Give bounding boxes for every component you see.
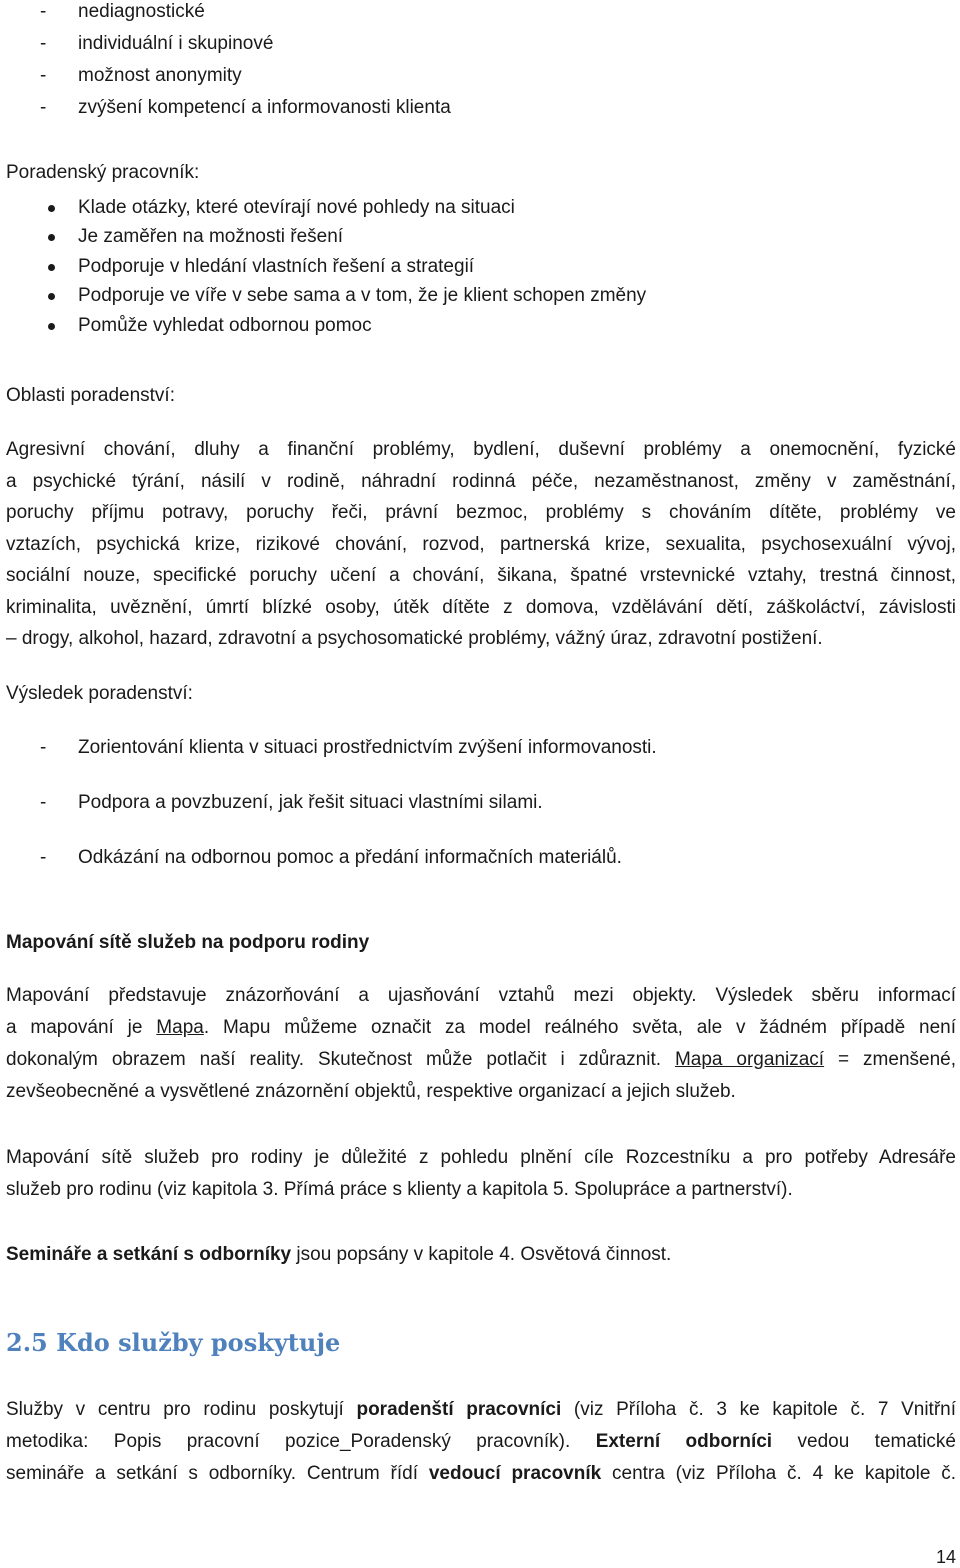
areas-line: a psychické týrání, násilí v rodině, náhradní rodinná péče, nezaměstnanost, změny v zaměstnání,: [6, 471, 956, 492]
map-link: Mapa: [156, 1017, 204, 1038]
bullet-icon: [48, 293, 55, 300]
areas-line: Agresivní chování, dluhy a finanční problémy, bydlení, duševní problémy a onemocnění, fyzické: [6, 439, 956, 460]
bold-run: Externí odborníci: [595, 1431, 773, 1452]
bullet-text: Pomůže vyhledat odbornou pomoc: [78, 315, 372, 336]
section-heading: 2.5 Kdo služby poskytuje: [6, 1328, 341, 1357]
section-line: [6, 1398, 956, 1422]
bullet-icon: [48, 205, 55, 212]
text-run: (viz Příloha č. 3 ke kapitole č. 7 Vnitřní: [561, 1399, 956, 1420]
mapping-line: Mapování představuje znázorňování a ujasňování vztahů mezi objekty. Výsledek sběru informací: [6, 985, 956, 1006]
mapping-line: zevšeobecněné a vysvětlené znázornění objektů, respektive organizací a jejich služeb.: [6, 1081, 736, 1102]
seminars-line: [6, 1243, 671, 1267]
list-item-text: Zorientování klienta v situaci prostřednictvím zvýšení informovanosti.: [78, 737, 657, 758]
list-item-text: nediagnostické: [78, 1, 205, 22]
list-item-text: Odkázání na odbornou pomoc a předání informačních materiálů.: [78, 847, 622, 868]
mapping-heading: Mapování sítě služeb na podporu rodiny: [6, 932, 370, 953]
mapping-line: Mapování sítě služeb pro rodiny je důležité z pohledu plnění cíle Rozcestníku a pro potřeby Adresáře: [6, 1147, 956, 1168]
areas-line: – drogy, alkohol, hazard, zdravotní a psychosomatické problémy, vážný úraz, zdravotní postižení.: [6, 628, 823, 649]
areas-line: vztazích, psychická krize, rizikové chování, rozvod, partnerská krize, sexualita, psychosexuální vývoj,: [6, 534, 956, 555]
text-run: dokonalým obrazem naší reality. Skutečnost může potlačit i zdůraznit.: [6, 1049, 675, 1070]
list-item-text: možnost anonymity: [78, 65, 242, 86]
map-organizations-link: Mapa organizací: [674, 1049, 825, 1070]
page-number: 14: [935, 1547, 956, 1567]
text-run: a mapování je: [6, 1017, 157, 1038]
bullet-icon: [48, 234, 55, 241]
list-item-text: Podpora a povzbuzení, jak řešit situaci vlastními silami.: [78, 792, 543, 813]
text-run: Služby v centru pro rodinu poskytují: [6, 1399, 357, 1420]
text-run: jsou popsány v kapitole 4. Osvětová činnost.: [291, 1244, 672, 1265]
bullet-text: Je zaměřen na možnosti řešení: [78, 226, 344, 247]
areas-line: poruchy příjmu potravy, poruchy řeči, právní bezmoc, problémy s chováním dítěte, problémy ve: [6, 502, 956, 523]
bullet-icon: [48, 264, 55, 271]
mapping-line: [6, 1016, 956, 1040]
bold-run: vedoucí pracovník: [428, 1463, 602, 1484]
areas-line: kriminalita, uvěznění, úmrtí blízké osoby, útěk dítěte z domova, vzdělávání dětí, záškoláctví, závislosti: [6, 597, 956, 618]
areas-line: sociální nouze, specifické poruchy učení a chování, šikana, špatné vrstevnické vztahy, trestná činnost,: [6, 565, 956, 586]
text-run: semináře a setkání s odborníky. Centrum řídí: [6, 1463, 429, 1484]
section-line: [6, 1462, 956, 1486]
seminars-bold: Semináře a setkání s odborníky: [6, 1244, 292, 1265]
bold-run: poradenští pracovníci: [356, 1399, 562, 1420]
text-run: . Mapu můžeme označit za model reálného světa, ale v žádném případě není: [203, 1017, 956, 1038]
counselor-heading: Poradenský pracovník:: [6, 162, 200, 183]
bullet-text: Podporuje ve víře v sebe sama a v tom, že je klient schopen změny: [78, 285, 647, 306]
list-item-text: individuální i skupinové: [78, 33, 274, 54]
areas-heading: Oblasti poradenství:: [6, 385, 175, 406]
bullet-text: Klade otázky, které otevírají nové pohledy na situaci: [78, 197, 515, 218]
bullet-text: Podporuje v hledání vlastních řešení a strategií: [78, 256, 475, 277]
text-run: metodika: Popis pracovní pozice_Poradenský pracovník).: [6, 1431, 596, 1452]
list-item-text: zvýšení kompetencí a informovanosti klienta: [78, 97, 451, 118]
text-run: = zmenšené,: [824, 1049, 957, 1070]
text-run: centra (viz Příloha č. 4 ke kapitole č.: [601, 1463, 956, 1484]
section-line: [6, 1430, 956, 1454]
text-run: vedou tematické: [772, 1431, 956, 1452]
result-heading: Výsledek poradenství:: [6, 683, 193, 704]
mapping-line: [6, 1048, 956, 1072]
mapping-line: služeb pro rodinu (viz kapitola 3. Přímá práce s klienty a kapitola 5. Spolupráce a partnerství).: [6, 1179, 793, 1200]
bullet-icon: [48, 323, 55, 330]
